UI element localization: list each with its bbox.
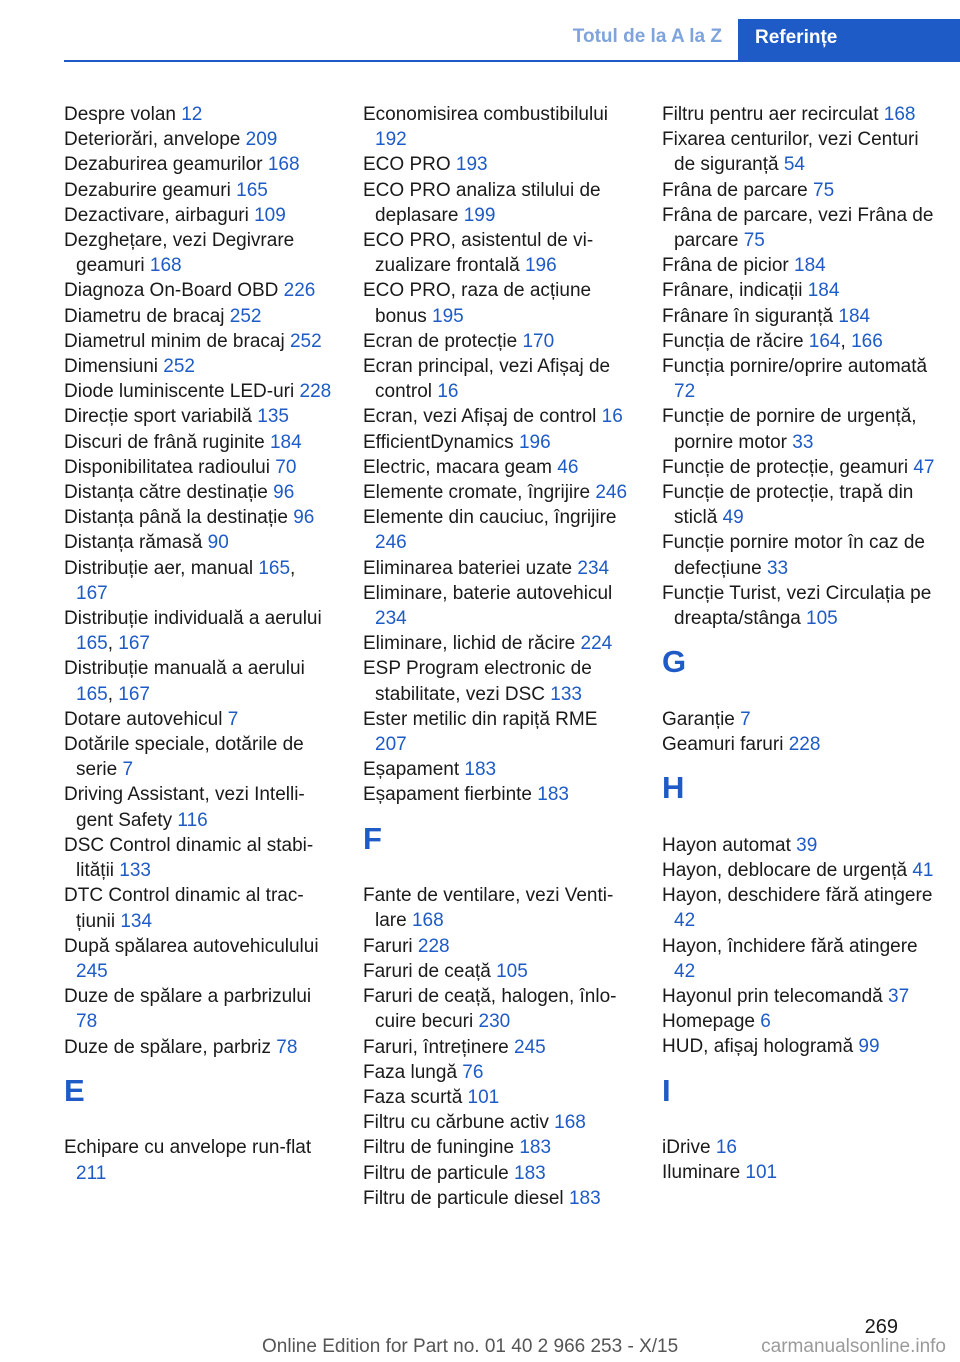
- index-entry: [662, 732, 942, 757]
- index-entry-text: Geamuri faruri: [662, 734, 789, 756]
- index-entry-text: Dotare autovehicul: [64, 708, 228, 730]
- index-entry: Distribuție individuală a aerului 165, 167: [64, 608, 322, 655]
- index-entry-text: Disponibilitatea radioului: [64, 456, 276, 478]
- page-link[interactable]: 96: [273, 482, 295, 504]
- index-letter-e: E: [64, 1072, 85, 1108]
- index-entry: [363, 631, 631, 656]
- page-link[interactable]: 165: [236, 179, 268, 201]
- page-link[interactable]: 75: [813, 179, 835, 201]
- index-entry: [363, 934, 631, 959]
- index-entry: [64, 934, 332, 984]
- index-entry: [662, 833, 942, 858]
- page-link[interactable]: 207: [375, 734, 407, 756]
- page-link[interactable]: 116: [177, 809, 208, 831]
- page-link[interactable]: 135: [257, 406, 289, 428]
- page-link[interactable]: 196: [518, 431, 551, 453]
- index-entry: [363, 556, 631, 581]
- page-link[interactable]: 134: [120, 910, 153, 932]
- page-link[interactable]: 164: [808, 330, 841, 352]
- index-entry-text: Diametrul minim de bracaj: [64, 330, 290, 352]
- index-entry: [64, 203, 332, 228]
- index-entry: [662, 858, 942, 883]
- index-entry: [662, 883, 942, 933]
- index-entry: [662, 278, 942, 303]
- index-entry-text: iDrive: [662, 1137, 716, 1159]
- page-link[interactable]: 54: [783, 154, 805, 176]
- index-column-2: [363, 102, 631, 1211]
- index-entry: [662, 1034, 942, 1059]
- index-entry-text: Faruri, întreținere: [363, 1036, 514, 1058]
- index-entry: [662, 1135, 942, 1160]
- index-entry-text: După spălarea autovehiculului: [64, 935, 319, 957]
- index-entry: [363, 329, 631, 354]
- index-entry-text: EfficientDynamics: [363, 431, 519, 453]
- index-entry-text: Homepage: [662, 1011, 761, 1033]
- index-entry: [363, 102, 631, 152]
- index-entry-text: DTC Control dinamic al tracțiunii: [64, 885, 304, 932]
- index-entry: [363, 228, 631, 278]
- index-entry: [363, 656, 631, 706]
- index-entry: Distribuție manuală a aerului 165, 167: [64, 658, 305, 705]
- index-entry-text: Hayon automat: [662, 834, 797, 856]
- index-entry-text: Diametru de bracaj: [64, 305, 230, 327]
- page-link[interactable]: 166: [851, 330, 883, 352]
- page-link[interactable]: 199: [463, 204, 496, 226]
- page-link[interactable]: 101: [467, 1086, 500, 1108]
- index-entry-text: Faza scurtă: [363, 1086, 468, 1108]
- page-link[interactable]: 90: [207, 532, 229, 554]
- index-entry: [64, 379, 332, 404]
- index-entry-text: Funcție Turist, vezi Circulația pe dreapta/stânga: [662, 582, 932, 630]
- page-link[interactable]: 101: [745, 1162, 778, 1184]
- page-link[interactable]: 7: [122, 759, 134, 781]
- page-link[interactable]: 246: [375, 532, 407, 554]
- index-entry-text: Eliminare, baterie autovehicul: [363, 582, 613, 604]
- index-entry-text: Frâna de picior: [662, 255, 795, 277]
- page-link[interactable]: 167: [118, 633, 150, 655]
- index-entry: [662, 455, 942, 480]
- index-entry: [363, 984, 631, 1034]
- index-column-3: [662, 102, 942, 1186]
- index-entry-text: Dimensiuni: [64, 356, 164, 378]
- page-link[interactable]: 234: [577, 557, 610, 579]
- page-link[interactable]: 228: [788, 734, 821, 756]
- index-entry-text: Funcție de protecție, geamuri: [662, 456, 914, 478]
- page-link[interactable]: 39: [796, 834, 818, 856]
- index-entry-text: Faruri: [363, 935, 418, 957]
- index-entry: [662, 480, 942, 530]
- index-entry: [64, 732, 332, 782]
- index-entry-text: Funcție de pornire de urgență, pornire motor: [662, 406, 917, 453]
- index-entry: [662, 404, 942, 454]
- page-link[interactable]: 252: [289, 330, 322, 352]
- chapter-tab: Referințe: [738, 19, 960, 62]
- index-entry-text: Ecran, vezi Afișaj de control: [363, 406, 602, 428]
- index-entry-text: Eliminarea bateriei uzate: [363, 557, 578, 579]
- index-entry: [64, 505, 332, 530]
- index-entry-text: Dezghețare, vezi Degivrare geamuri: [64, 230, 295, 277]
- index-entry: [662, 984, 942, 1009]
- page-link[interactable]: 72: [674, 381, 696, 403]
- index-entry: [64, 883, 332, 933]
- index-entry: [662, 203, 942, 253]
- page-link[interactable]: 99: [858, 1036, 880, 1058]
- index-letter-f: F: [363, 820, 382, 856]
- index-entry-text: Distanța până la destinație: [64, 507, 294, 529]
- index-entry-text: Eșapament fierbinte: [363, 784, 538, 806]
- index-entry-text: Iluminare: [662, 1162, 746, 1184]
- page-link[interactable]: 16: [601, 406, 623, 428]
- index-entry-text: Elemente din cauciuc, îngrijire: [363, 507, 617, 529]
- page-link[interactable]: 245: [514, 1036, 546, 1058]
- index-entry: [662, 707, 942, 732]
- index-entry-text: Discuri de frână ruginite: [64, 431, 270, 453]
- index-entry-text: Dezaburire geamuri: [64, 179, 237, 201]
- page-link[interactable]: 49: [722, 507, 744, 529]
- index-entry-text: Duze de spălare, parbriz: [64, 1036, 277, 1058]
- page-link[interactable]: 168: [267, 154, 300, 176]
- index-entry-text: Hayon, deschidere fără atingere: [662, 885, 933, 907]
- index-entry: [64, 530, 332, 555]
- index-entry: [64, 1035, 332, 1060]
- page-link[interactable]: 7: [740, 708, 751, 730]
- page-link[interactable]: 193: [455, 154, 488, 176]
- page-link[interactable]: 133: [550, 683, 582, 705]
- index-entry-text: Deteriorări, anvelope: [64, 129, 246, 151]
- index-entry: [64, 152, 332, 177]
- page-link[interactable]: 184: [807, 280, 840, 302]
- index-entry: [662, 127, 942, 177]
- index-entry: [662, 102, 942, 127]
- index-entry: [363, 959, 631, 984]
- index-entry: [363, 455, 631, 480]
- index-entry-text: Echipare cu anvelope run-flat: [64, 1137, 312, 1159]
- index-entry-text: HUD, afișaj hologramă: [662, 1036, 859, 1058]
- index-entry-text: Distribuție individuală a aerului: [64, 608, 322, 630]
- index-entry-text: Dotările speciale, dotările de serie: [64, 734, 304, 781]
- index-entry-text: Frâna de parcare: [662, 179, 814, 201]
- page-link[interactable]: 252: [229, 305, 262, 327]
- index-entry-text: Distribuție manuală a aerului: [64, 658, 305, 680]
- index-entry-text: Dezaburirea geamurilor: [64, 154, 268, 176]
- index-entry-text: Faruri de ceață, halogen, înlocuire becuri: [363, 986, 617, 1033]
- index-entry-text: Filtru de particule: [363, 1162, 515, 1184]
- index-entry: [662, 530, 942, 580]
- page-link[interactable]: 184: [269, 431, 302, 453]
- page-link[interactable]: 192: [375, 129, 407, 151]
- page-link[interactable]: 245: [76, 960, 108, 982]
- index-entry: [363, 152, 631, 177]
- index-entry-text: Frânare în siguranță: [662, 305, 839, 327]
- page-link[interactable]: 42: [674, 910, 696, 932]
- page-link[interactable]: 96: [293, 507, 315, 529]
- index-entry: [363, 757, 631, 782]
- page-link[interactable]: 167: [118, 683, 150, 705]
- index-entry: [64, 278, 332, 303]
- index-entry-text: Fixarea centurilor, vezi Centuri de siguranță: [662, 129, 919, 176]
- index-entry-text: Funcție pornire motor în caz de defecțiune: [662, 532, 925, 579]
- index-entry-text: Direcție sport variabilă: [64, 406, 258, 428]
- index-entry-text: Hayonul prin telecomandă: [662, 986, 889, 1008]
- index-entry: [64, 329, 332, 354]
- page-link[interactable]: 184: [838, 305, 871, 327]
- index-entry: [64, 833, 332, 883]
- section-title: Totul de la A la Z: [572, 26, 722, 47]
- page-link[interactable]: 209: [245, 129, 278, 151]
- index-letter-g: G: [662, 644, 687, 680]
- index-column-1: [64, 102, 332, 1186]
- index-entry-text: Filtru pentru aer recirculat: [662, 104, 884, 125]
- page-link[interactable]: 234: [375, 608, 407, 630]
- index-entry: [64, 102, 332, 127]
- index-entry-text: DSC Control dinamic al stabilității: [64, 834, 314, 882]
- index-entry-text: Electric, macara geam: [363, 456, 558, 478]
- index-entry-text: Diode luminiscente LED-uri: [64, 381, 300, 403]
- page-link[interactable]: 168: [149, 255, 182, 277]
- page-link[interactable]: 133: [119, 860, 151, 882]
- index-entry-text: Fante de ventilare, vezi Ventilare: [363, 885, 614, 932]
- index-entry-text: ECO PRO analiza stilului de deplasare: [363, 179, 601, 226]
- page-link[interactable]: 168: [883, 104, 916, 125]
- index-entry-text: Distribuție aer, manual: [64, 557, 259, 579]
- page-link[interactable]: 230: [478, 1011, 511, 1033]
- index-entry-text: Frâna de parcare, vezi Frâna de parcare: [662, 204, 934, 252]
- page-link[interactable]: 165: [76, 683, 108, 705]
- index-entry: [363, 1110, 631, 1135]
- page-link[interactable]: 105: [806, 608, 838, 630]
- index-entry: [64, 480, 332, 505]
- index-entry: [64, 430, 332, 455]
- index-entry-text: ECO PRO, asistentul de vizualizare frontală: [363, 230, 594, 277]
- index-entry-text: ESP Program electronic de stabilitate, vezi DSC: [363, 658, 592, 705]
- page-link[interactable]: 183: [568, 1187, 601, 1209]
- page-link[interactable]: 252: [163, 356, 195, 378]
- page-link[interactable]: 16: [715, 1137, 737, 1159]
- page-link[interactable]: 226: [283, 280, 316, 302]
- page-header: [0, 0, 960, 62]
- index-entry: [363, 480, 631, 505]
- index-entry: [662, 934, 942, 984]
- page-link[interactable]: 195: [432, 305, 464, 327]
- page-link[interactable]: 246: [595, 482, 628, 504]
- index-entry: [64, 984, 332, 1034]
- page-link[interactable]: 183: [537, 784, 569, 806]
- index-entry-text: Duze de spălare a parbrizului: [64, 986, 312, 1008]
- index-entry: [363, 1060, 631, 1085]
- index-entry: [363, 782, 631, 807]
- index-entry: [64, 304, 332, 329]
- page-link[interactable]: 183: [514, 1162, 546, 1184]
- index-entry: [64, 354, 332, 379]
- index-entry-text: Hayon, închidere fără atingere: [662, 935, 918, 957]
- index-entry-text: Elemente cromate, îngrijire: [363, 482, 596, 504]
- index-entry: Distribuție aer, manual 165, 167: [64, 557, 296, 604]
- edition-footer: Online Edition for Part no. 01 40 2 966 253 - X/15: [262, 1336, 679, 1357]
- index-entry: [662, 1160, 942, 1185]
- index-entry: [662, 1009, 942, 1034]
- index-entry-text: Ester metilic din rapiță RME: [363, 708, 598, 730]
- page-link[interactable]: 184: [794, 255, 826, 277]
- watermark: carmanualsonline.info: [761, 1336, 946, 1357]
- index-entry-text: Distanța rămasă: [64, 532, 208, 554]
- index-entry: [363, 505, 631, 555]
- index-entry: [64, 228, 332, 278]
- index-entry: [363, 1135, 631, 1160]
- index-entry: [363, 1085, 631, 1110]
- page-link[interactable]: 168: [554, 1112, 586, 1134]
- page-link[interactable]: 46: [557, 456, 579, 478]
- page-link[interactable]: 33: [792, 431, 814, 453]
- page-link[interactable]: 183: [464, 759, 497, 781]
- index-entry-text: Filtru de funingine: [363, 1137, 520, 1159]
- page-link[interactable]: 16: [437, 381, 459, 403]
- index-entry-text: Diagnoza On-Board OBD: [64, 280, 284, 302]
- index-entry-text: Funcția de răcire: [662, 330, 809, 352]
- page-link[interactable]: 109: [254, 204, 286, 226]
- page-link[interactable]: 41: [912, 860, 934, 882]
- index-entry: [363, 1161, 631, 1186]
- index-entry-text: Dezactivare, airbaguri: [64, 204, 255, 226]
- index-entry-text: Eliminare, lichid de răcire: [363, 633, 581, 655]
- index-entry: [662, 581, 942, 631]
- index-entry: [662, 253, 942, 278]
- index-entry-text: Driving Assistant, vezi Intelligent Safety: [64, 784, 305, 831]
- index-entry-text: Garanție: [662, 708, 741, 730]
- page-link[interactable]: 75: [743, 230, 765, 252]
- index-entry: [363, 1186, 631, 1211]
- index-entry-text: Despre volan: [64, 104, 182, 125]
- page-link[interactable]: 42: [674, 960, 696, 982]
- page-link[interactable]: 70: [275, 456, 297, 478]
- index-entry: Funcția de răcire 164, 166: [662, 330, 883, 352]
- page-link[interactable]: 47: [913, 456, 935, 478]
- index-entry-text: ECO PRO, raza de acțiune bonus: [363, 280, 592, 327]
- index-entry-text: Economisirea combustibilului: [363, 104, 608, 125]
- index-entry: [363, 707, 631, 757]
- index-entry: [363, 178, 631, 228]
- index-entry: [64, 178, 332, 203]
- header-divider: [64, 60, 960, 62]
- index-entry: [64, 404, 332, 429]
- page-link[interactable]: 228: [299, 381, 332, 403]
- page-link[interactable]: 168: [411, 910, 444, 932]
- index-entry: [363, 1035, 631, 1060]
- index-entry-text: Filtru de particule diesel: [363, 1187, 569, 1209]
- index-entry: [64, 707, 332, 732]
- page-link[interactable]: 33: [766, 557, 789, 579]
- index-entry: [64, 782, 332, 832]
- index-columns: [0, 102, 960, 1282]
- index-entry-text: Ecran principal, vezi Afișaj de control: [363, 356, 611, 403]
- index-entry: [662, 178, 942, 203]
- page-link[interactable]: 6: [760, 1011, 771, 1033]
- page-link[interactable]: 167: [76, 582, 108, 604]
- index-entry-text: Distanța către destinație: [64, 482, 274, 504]
- index-entry-text: Hayon, deblocare de urgență: [662, 860, 913, 882]
- index-entry-text: Eșapament: [363, 759, 465, 781]
- index-entry-text: Filtru cu cărbune activ: [363, 1112, 555, 1134]
- index-entry: [662, 304, 942, 329]
- page-number: 269: [864, 1316, 898, 1338]
- page-link[interactable]: 78: [76, 1011, 98, 1033]
- index-entry: [363, 430, 631, 455]
- page-link[interactable]: 165: [258, 557, 291, 579]
- page-link[interactable]: 224: [580, 633, 613, 655]
- page-link[interactable]: 165: [76, 633, 108, 655]
- index-entry-text: Ecran de protecție: [363, 330, 523, 352]
- index-entry: [64, 127, 332, 152]
- page-link[interactable]: 37: [888, 986, 910, 1008]
- index-entry: [64, 1135, 332, 1185]
- page-link[interactable]: 12: [181, 104, 203, 125]
- page-link[interactable]: 78: [276, 1036, 298, 1058]
- page-link[interactable]: 183: [519, 1137, 552, 1159]
- page-link[interactable]: 170: [522, 330, 555, 352]
- page-link[interactable]: 105: [496, 960, 528, 982]
- index-letter-h: H: [662, 770, 685, 806]
- index-entry: [64, 455, 332, 480]
- index-entry-text: Funcție de protecție, trapă din sticlă: [662, 482, 914, 529]
- index-entry: [363, 354, 631, 404]
- index-entry: [363, 404, 631, 429]
- index-entry: [363, 278, 631, 328]
- page-link[interactable]: 196: [524, 255, 557, 277]
- index-entry: [363, 883, 631, 933]
- index-entry-text: ECO PRO: [363, 154, 456, 176]
- page-link[interactable]: 211: [76, 1162, 107, 1184]
- index-entry-text: Funcția pornire/oprire automată: [662, 356, 928, 378]
- index-letter-i: I: [662, 1072, 671, 1108]
- page-link[interactable]: 228: [417, 935, 450, 957]
- index-entry-text: Faruri de ceață: [363, 960, 497, 982]
- page-link[interactable]: 7: [227, 708, 239, 730]
- index-entry-text: Faza lungă: [363, 1061, 463, 1083]
- index-entry: [662, 354, 942, 404]
- index-entry-text: Frânare, indicații: [662, 280, 808, 302]
- page-link[interactable]: 76: [462, 1061, 484, 1083]
- index-entry: [363, 581, 631, 631]
